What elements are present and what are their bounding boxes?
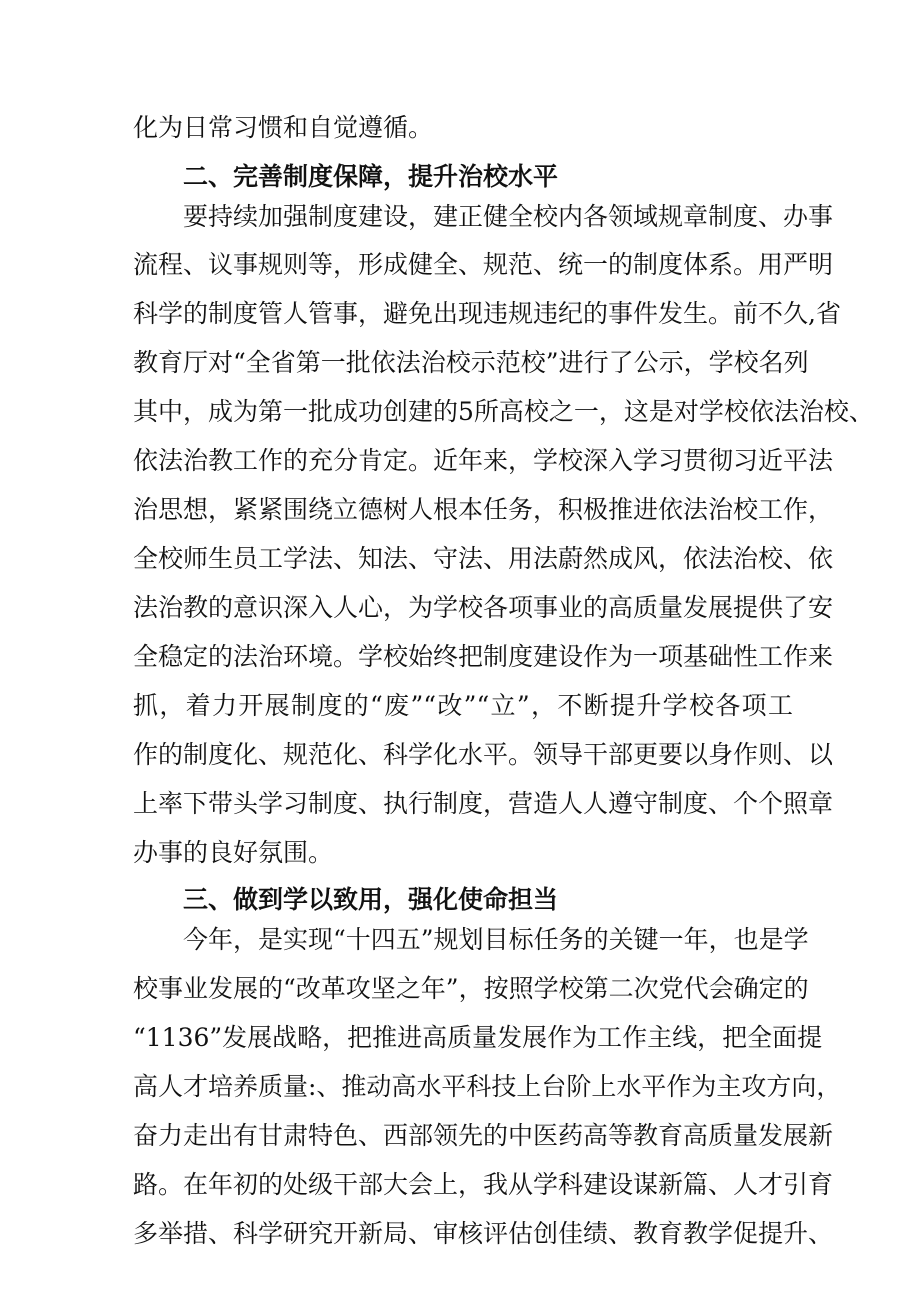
paragraph-line: 作的制度化、规范化、科学化水平。领导干部更要以身作则、以 (133, 740, 834, 769)
section-heading-2: 二、完善制度保障，提升治校水平 (183, 162, 559, 191)
section-heading-3: 三、做到学以致用，强化使命担当 (183, 885, 559, 914)
paragraph-line: 其中，成为第一批成功创建的5所高校之一，这是对学校依法治校、 (133, 397, 874, 426)
paragraph-line: 全稳定的法治环境。学校始终把制度建设作为一项基础性工作来 (133, 642, 834, 671)
paragraph-line: 教育厅对“全省第一批依法治校示范校”进行了公示，学校名列 (133, 348, 809, 377)
paragraph-line: 依法治教工作的充分肯定。近年来，学校深入学习贯彻习近平法 (133, 446, 834, 475)
paragraph-line: 上率下带头学习制度、执行制度，营造人人遵守制度、个个照章 (133, 789, 834, 818)
paragraph-line: 路。在年初的处级干部大会上，我从学科建设谋新篇、人才引育 (133, 1170, 834, 1199)
paragraph-line: 法治教的意识深入人心，为学校各项事业的高质量发展提供了安 (133, 593, 834, 622)
paragraph-line: 今年，是实现“十四五”规划目标任务的关键一年，也是学 (183, 925, 809, 954)
paragraph-line: 办事的良好氛围。 (133, 838, 334, 867)
paragraph-line: 科学的制度管人管事，避免出现违规违纪的事件发生。前不久,省 (133, 299, 841, 328)
paragraph-line: 奋力走出有甘肃特色、西部领先的中医药高等教育高质量发展新 (133, 1121, 834, 1150)
paragraph-line: 多举措、科学研究开新局、审核评估创佳绩、教育教学促提升、 (133, 1219, 834, 1248)
paragraph-line: 高人才培养质量:、推动高水平科技上台阶上水平作为主攻方向， (133, 1072, 842, 1101)
paragraph-line: 要持续加强制度建设，建正健全校内各领域规章制度、办事 (183, 202, 834, 231)
paragraph-line: 流程、议事规则等，形成健全、规范、统一的制度体系。用严明 (133, 250, 834, 279)
paragraph-line: 校事业发展的“改革攻坚之年”，按照学校第二次党代会确定的 (133, 974, 809, 1003)
paragraph-line: 治思想，紧紧围绕立德树人根本任务，积极推进依法治校工作， (133, 495, 834, 524)
paragraph-line: 化为日常习惯和自觉遵循。 (133, 113, 434, 142)
paragraph-line: 抓，着力开展制度的“废”“改”“立”，不断提升学校各项工 (133, 691, 793, 720)
paragraph-line: “1136”发展战略，把推进高质量发展作为工作主线，把全面提 (133, 1023, 823, 1052)
paragraph-line: 全校师生员工学法、知法、守法、用法蔚然成风，依法治校、依 (133, 544, 834, 573)
